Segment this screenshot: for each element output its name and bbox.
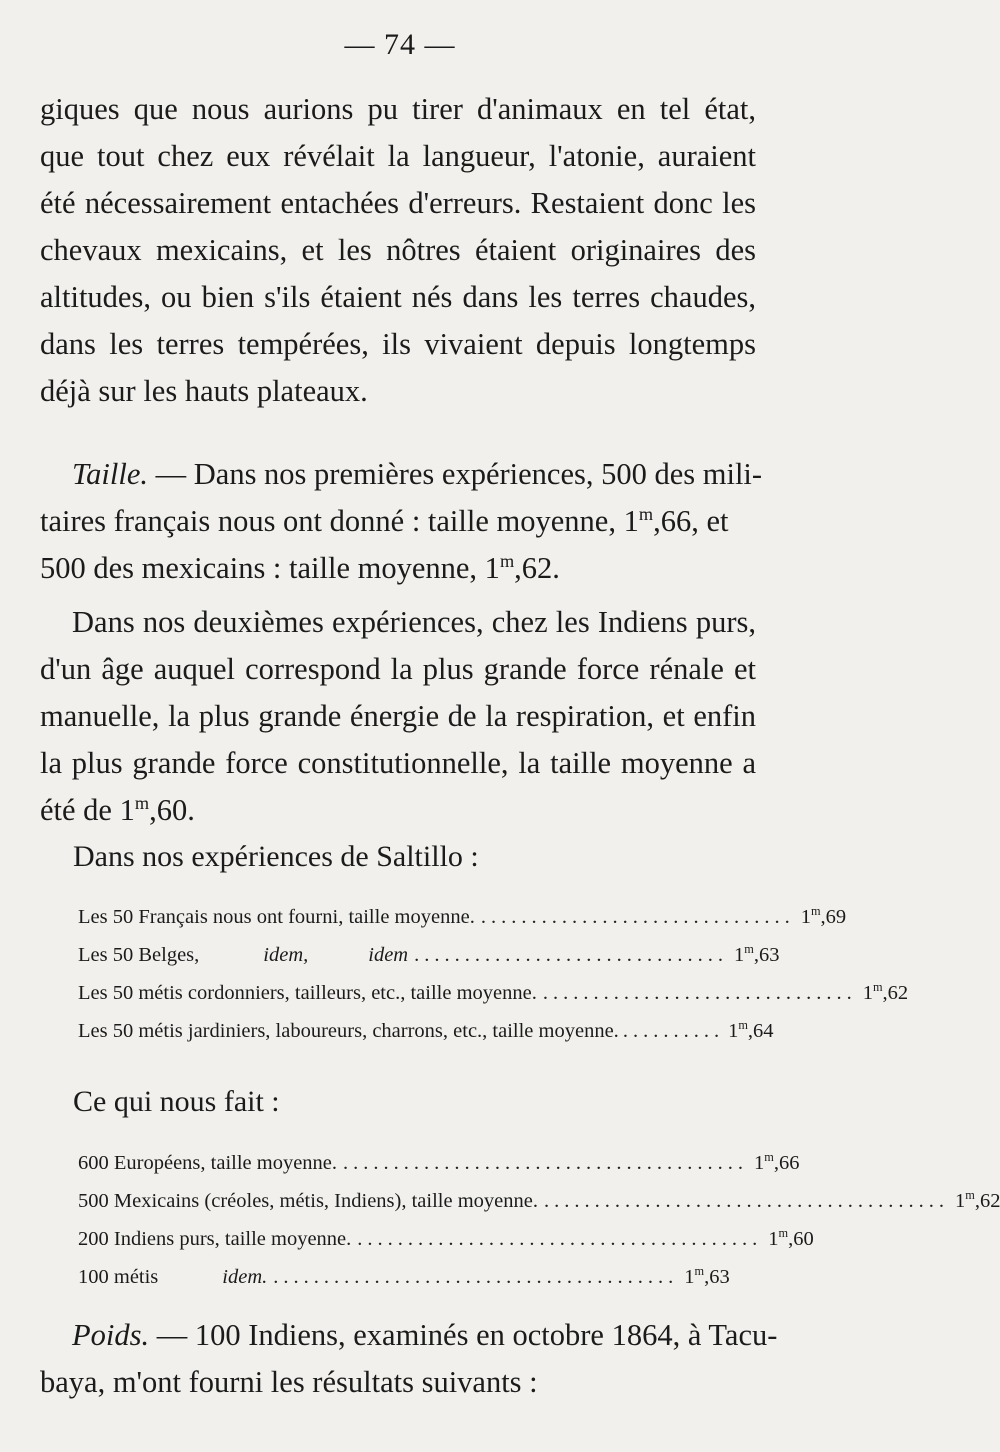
unit-superscript: m xyxy=(638,503,654,524)
row-value: 1$^m$,63 xyxy=(684,1264,730,1288)
row-label: 100 métis idem. xyxy=(78,1266,268,1288)
text-line: Dans nos deuxièmes expériences, chez les Indiens purs, xyxy=(72,605,756,639)
paragraph-poids xyxy=(40,1312,778,1406)
paragraph-indiens xyxy=(40,599,756,834)
table-row xyxy=(78,1150,800,1190)
summary-heading: Ce qui nous fait : xyxy=(73,1085,280,1118)
text-line: manuelle, la plus grande énergie de la respiration, et enfin xyxy=(40,699,756,733)
table-row xyxy=(78,942,780,982)
row-value: 1$^m$,64 xyxy=(728,1018,774,1042)
leader-dots: .......... xyxy=(622,1020,725,1042)
leader-dots: ........................................ xyxy=(343,1152,749,1174)
text-line xyxy=(40,498,756,545)
text-fragment: 500 des mexicains : taille moyenne, 1 xyxy=(40,551,500,585)
row-label: 600 Européens, taille moyenne. xyxy=(78,1152,338,1174)
text-line: chevaux mexicains, et les nôtres étaient originaires des xyxy=(40,233,756,267)
unit-superscript: m xyxy=(499,550,515,571)
text-line: que tout chez eux révélait la langueur, l'atonie, auraient xyxy=(40,139,756,173)
text-fragment: ,66, et xyxy=(653,504,729,538)
text-line xyxy=(40,1312,778,1359)
leader-dots: ............................... xyxy=(480,906,795,928)
row-label: 500 Mexicains (créoles, métis, Indiens), taille moyenne. xyxy=(78,1190,538,1212)
row-value: 1$^m$,60 xyxy=(768,1226,814,1250)
text-fragment: été de 1 xyxy=(40,793,135,827)
unit-superscript: m xyxy=(134,792,150,813)
row-value: 1$^m$,69 xyxy=(800,904,847,928)
paragraph-taille xyxy=(40,451,763,592)
text-line: baya, m'ont fourni les résultats suivants : xyxy=(40,1365,538,1399)
row-value: 1$^m$,62 xyxy=(954,1188,1000,1212)
leader-dots: ........................................ xyxy=(273,1266,679,1288)
text-line: giques que nous aurions pu tirer d'animaux en tel état, xyxy=(40,92,756,126)
text-line: été nécessairement entachées d'erreurs. Restaient donc les xyxy=(40,186,756,220)
text-line: dans les terres tempérées, ils vivaient depuis longtemps xyxy=(40,327,756,361)
table-row xyxy=(78,980,909,1020)
leader-dots: ........................................ xyxy=(543,1190,949,1212)
text-line xyxy=(40,787,756,834)
table-row xyxy=(78,1018,774,1058)
row-label: Les 50 Français nous ont fourni, taille moyenne. xyxy=(78,906,475,928)
leader-dots: ........................................ xyxy=(357,1228,763,1250)
row-value: 1$^m$,66 xyxy=(754,1150,800,1174)
text-line: la plus grande force constitutionnelle, la taille moyenne a xyxy=(40,746,756,780)
leader-dots: ............................... xyxy=(414,944,728,966)
section-heading-taille: Taille. xyxy=(72,457,148,491)
text-line: d'un âge auquel correspond la plus grande force rénale et xyxy=(40,652,756,686)
text-fragment: ,62. xyxy=(514,551,560,585)
table-row xyxy=(78,1264,730,1304)
row-label: Les 50 Belges, idem, idem xyxy=(78,944,409,966)
section-heading-poids: Poids. xyxy=(72,1318,150,1352)
table-row xyxy=(78,1226,814,1266)
paragraph-continuation xyxy=(40,86,756,415)
text-fragment: — 100 Indiens, examinés en octobre 1864, à Tacu- xyxy=(149,1318,778,1352)
row-label: Les 50 métis cordonniers, tailleurs, etc., taille moyenne. xyxy=(78,982,537,1004)
saltillo-heading: Dans nos expériences de Saltillo : xyxy=(73,840,479,873)
leader-dots: ............................... xyxy=(542,982,857,1004)
page-number: — 74 — xyxy=(344,28,456,61)
text-line xyxy=(40,545,756,592)
text-line: altitudes, ou bien s'ils étaient nés dans les terres chaudes, xyxy=(40,280,756,314)
text-fragment: ,60. xyxy=(149,793,195,827)
saltillo-table xyxy=(78,904,909,1058)
row-value: 1$^m$,62 xyxy=(862,980,909,1004)
text-line xyxy=(40,451,763,498)
summary-table xyxy=(78,1150,1000,1304)
table-row xyxy=(78,1188,1000,1228)
table-row xyxy=(78,904,847,944)
text-fragment: taires français nous ont donné : taille moyenne, 1 xyxy=(40,504,639,538)
row-label: 200 Indiens purs, taille moyenne. xyxy=(78,1228,352,1250)
text-line: déjà sur les hauts plateaux. xyxy=(40,374,368,408)
row-value: 1$^m$,63 xyxy=(734,942,780,966)
row-label: Les 50 métis jardiniers, laboureurs, charrons, etc., taille moyenne. xyxy=(78,1020,619,1042)
text-fragment: — Dans nos premières expériences, 500 des mili- xyxy=(148,457,763,491)
